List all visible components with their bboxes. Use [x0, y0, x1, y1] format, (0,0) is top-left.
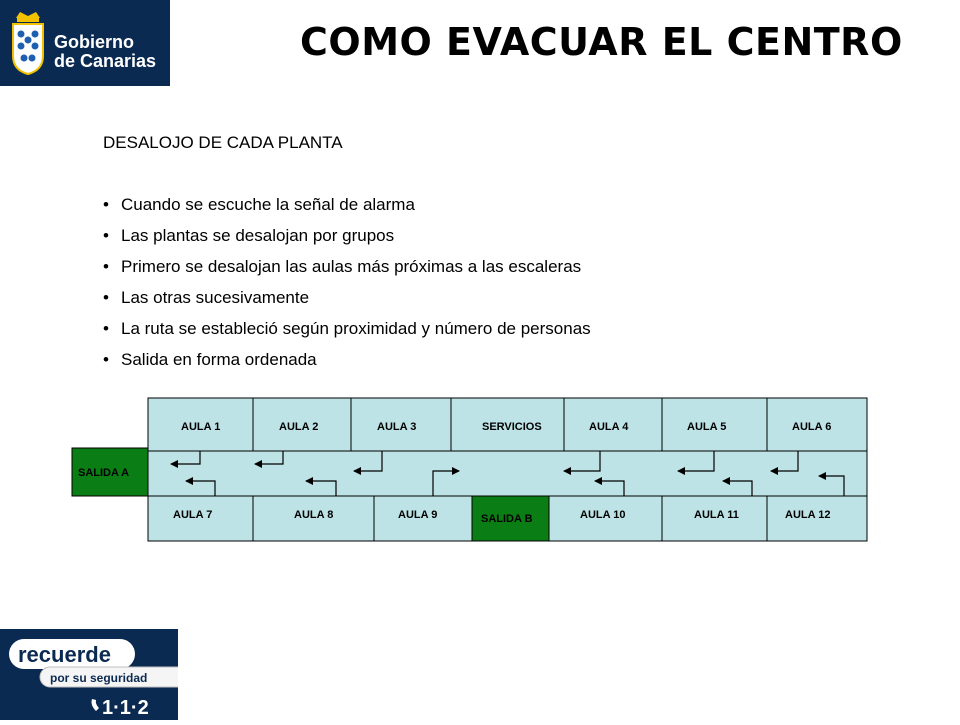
- bullet-item: • Las plantas se desalojan por grupos: [103, 226, 395, 245]
- room-label: AULA 1: [181, 421, 221, 433]
- page-title: COMO EVACUAR EL CENTRO: [300, 20, 903, 64]
- room-label: AULA 7: [173, 509, 213, 521]
- exit-b-label: SALIDA B: [481, 513, 533, 525]
- exit-a-label: SALIDA A: [78, 467, 130, 479]
- room-label: AULA 9: [398, 509, 438, 521]
- logo-line1: Gobierno: [54, 32, 134, 52]
- bullet-item: • Cuando se escuche la señal de alarma: [103, 195, 415, 214]
- room-label: AULA 4: [589, 421, 629, 433]
- room-label: AULA 12: [785, 509, 831, 521]
- logo-recuerde-text: recuerde: [18, 642, 111, 667]
- room-label: AULA 3: [377, 421, 417, 433]
- room-label: AULA 6: [792, 421, 832, 433]
- corridor: [148, 451, 867, 496]
- bullet-item: • Primero se desalojan las aulas más próximas a las escaleras: [103, 257, 582, 276]
- recuerde-badge-graphic: [0, 629, 178, 720]
- logo-seguridad-text: por su seguridad: [50, 671, 148, 685]
- section-subtitle: DESALOJO DE CADA PLANTA: [103, 133, 343, 152]
- room-label: SERVICIOS: [482, 421, 542, 433]
- room-label: AULA 11: [694, 509, 739, 521]
- room-label: AULA 10: [580, 509, 626, 521]
- recuerde-112-logo: [0, 629, 178, 720]
- room-label: AULA 2: [279, 421, 319, 433]
- bullet-item: • La ruta se estableció según proximidad y número de personas: [103, 319, 591, 338]
- room-label: AULA 5: [687, 421, 727, 433]
- room-label: AULA 8: [294, 509, 334, 521]
- logo-line2: de Canarias: [54, 51, 157, 71]
- phone-icon: [92, 699, 100, 711]
- bullet-item: • Las otras sucesivamente: [103, 288, 310, 307]
- bullet-item: • Salida en forma ordenada: [103, 350, 317, 369]
- logo-112-text: 1·1·2: [102, 697, 149, 719]
